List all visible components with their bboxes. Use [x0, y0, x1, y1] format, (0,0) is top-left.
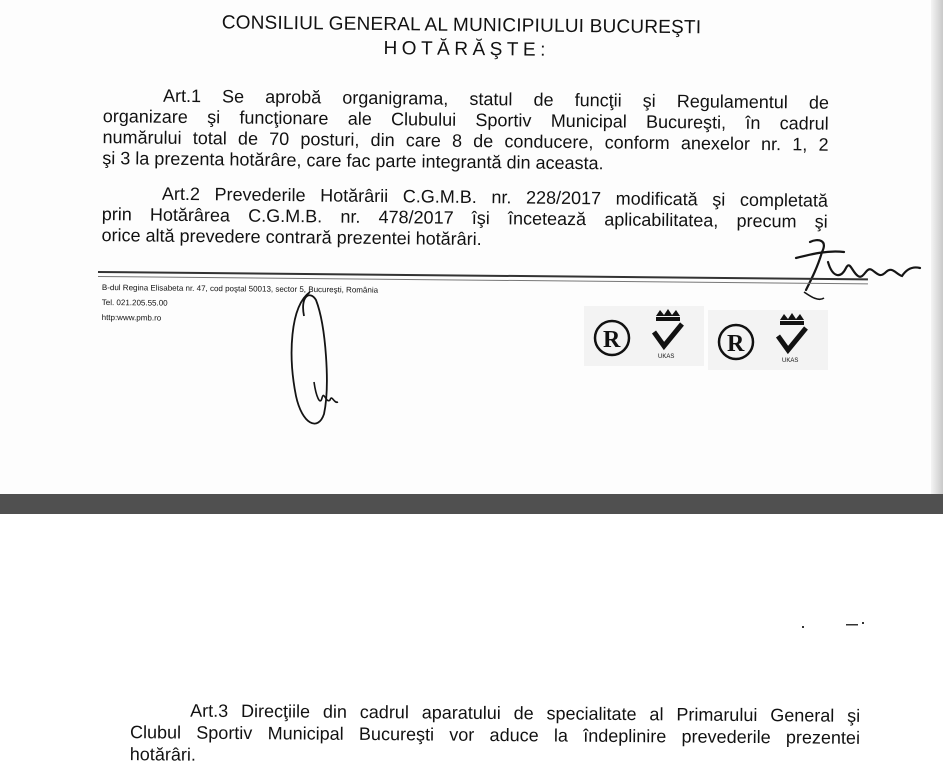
footer-address: B-dul Regina Elisabeta nr. 47, cod poştal 50013, sector 5, Bucureşti, România [101, 282, 379, 295]
scan-specks [790, 614, 870, 634]
footer-web: http:www.pmb.ro [101, 312, 162, 323]
article-3 [130, 699, 860, 771]
article-1 [102, 85, 829, 177]
svg-text:R: R [727, 331, 745, 357]
article-2 [101, 183, 828, 254]
council-title: CONSILIUL GENERAL AL MUNICIPIULUI BUCUREŞTI [221, 12, 702, 39]
article-line: Art.1 Se aprobă organigrama, statul de funcţii şi Regulamentul de [162, 85, 830, 113]
article-line: orice altă prevedere contrară prezentei hotărâri. [101, 225, 482, 250]
footer-phone: Tel. 021.205.55.00 [101, 297, 168, 308]
signature-center [270, 286, 370, 436]
registered-mark-icon [708, 310, 768, 370]
page-separator [0, 494, 943, 514]
article-line: organizare şi funcţionare ale Clubului Sportiv Municipal Bucureşti, în cadrul [102, 106, 829, 134]
article-line: Clubul Sportiv Municipal Bucureşti vor aduce la îndeplinire prevederile prezentei [129, 722, 861, 748]
ukas-crown-check-icon [644, 306, 704, 366]
article-line: Art.3 Direcţiile din cadrul aparatului de specialitate al Primarului General şi [190, 700, 861, 726]
registered-mark-icon [584, 306, 644, 366]
article-line: numărului total de 70 posturi, din care 8 de conducere, conform anexelor nr. 1, 2 [102, 127, 829, 155]
article-line: Art.2 Prevederile Hotărârii C.G.M.B. nr. 228/2017 modificată şi completată [161, 183, 829, 211]
signature-right [788, 232, 928, 312]
article-line: hotărâri. [129, 744, 196, 765]
svg-text:R: R [603, 327, 621, 353]
ukas-crown-check-icon [768, 310, 828, 370]
article-line: prin Hotărârea C.G.M.B. nr. 478/2017 îşi încetează aplicabilitatea, precum şi [101, 204, 828, 232]
svg-text:UKAS: UKAS [782, 358, 799, 364]
decision-heading: HOTĂRĂŞTE: [383, 38, 551, 61]
svg-text:UKAS: UKAS [658, 354, 675, 360]
article-line: şi 3 la prezenta hotărâre, care fac parte integrantă din aceasta. [102, 148, 604, 174]
